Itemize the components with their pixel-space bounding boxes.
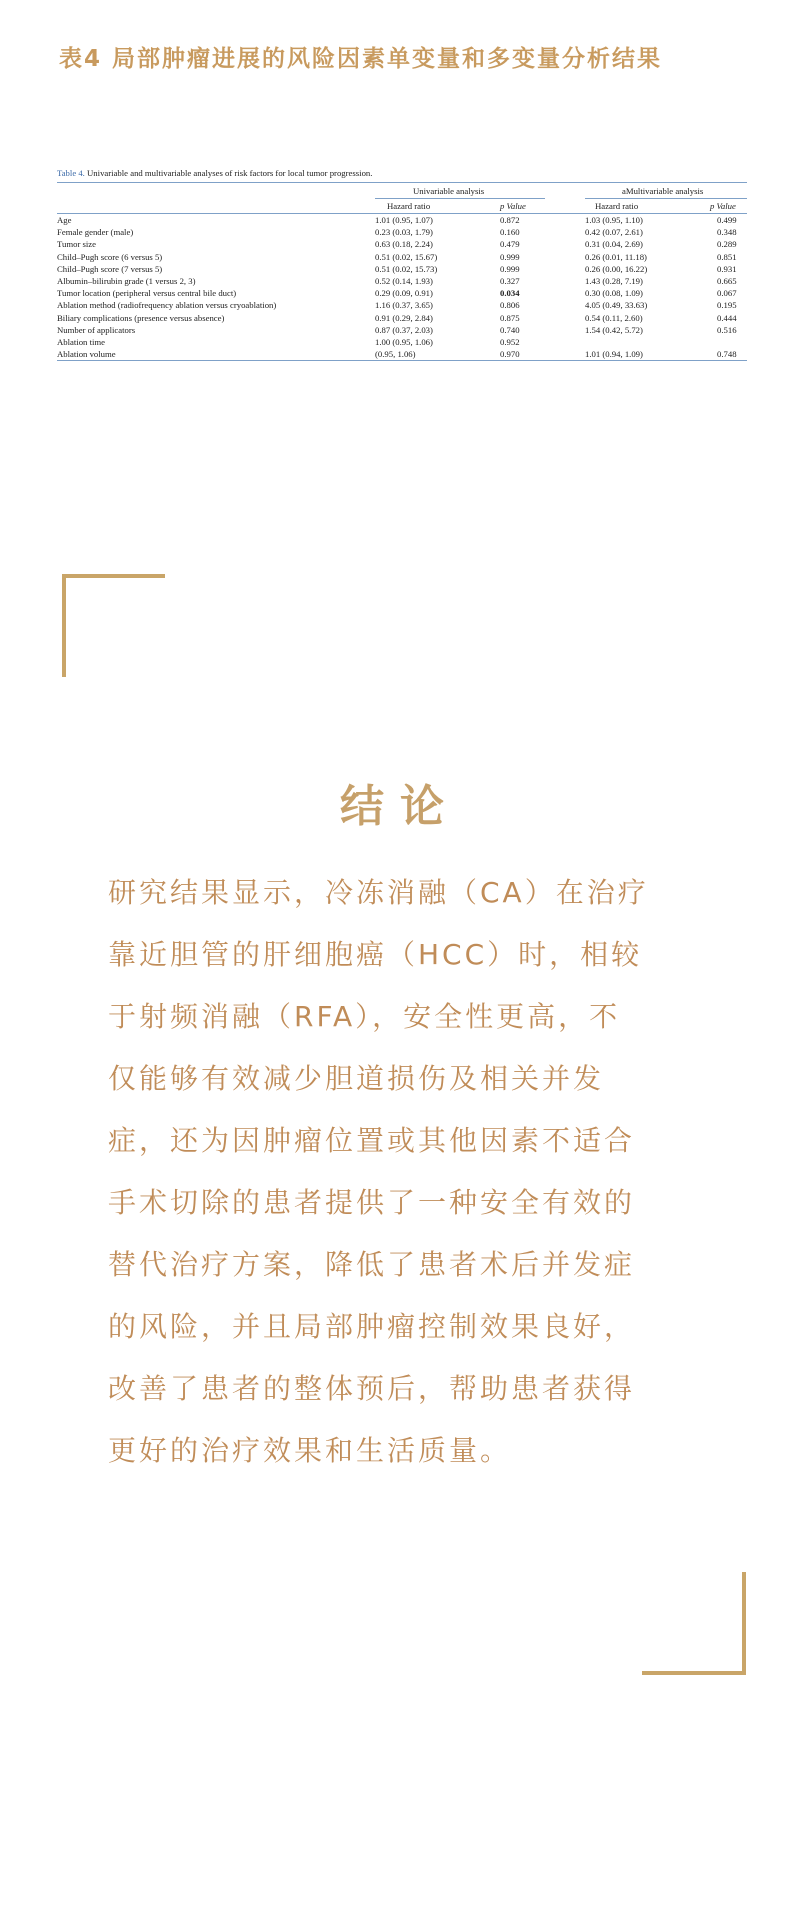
row-multivariable-p-value: 0.195 bbox=[717, 300, 737, 311]
row-univariable-p-value: 0.479 bbox=[500, 239, 520, 250]
row-univariable-p-value: 0.160 bbox=[500, 227, 520, 238]
row-multivariable-hazard-ratio: 1.03 (0.95, 1.10) bbox=[585, 215, 643, 225]
row-univariable-p-value: 0.872 bbox=[500, 215, 520, 225]
table-row bbox=[57, 324, 747, 336]
row-univariable-p-value: 0.970 bbox=[500, 349, 520, 360]
row-factor: Child–Pugh score (6 versus 5) bbox=[57, 251, 163, 262]
row-univariable-hazard-ratio: 0.91 (0.29, 2.84) bbox=[375, 312, 433, 323]
row-multivariable-p-value: 0.931 bbox=[717, 263, 737, 274]
table-row bbox=[57, 251, 747, 263]
row-univariable-p-value: 0.875 bbox=[500, 312, 520, 323]
table-bottom-rule bbox=[57, 360, 747, 361]
conclusion-body bbox=[108, 862, 698, 1482]
corner-bracket-top-left-vertical bbox=[62, 574, 66, 677]
conclusion-line: 的风险，并且局部肿瘤控制效果良好， bbox=[108, 1310, 636, 1343]
row-univariable-hazard-ratio: 0.87 (0.37, 2.03) bbox=[375, 324, 433, 335]
col-p-value-multi: p Value bbox=[710, 201, 736, 211]
row-multivariable-p-value: 0.516 bbox=[717, 324, 737, 335]
table-row bbox=[57, 214, 747, 226]
row-univariable-hazard-ratio: 0.29 (0.09, 0.91) bbox=[375, 288, 433, 299]
row-univariable-p-value: 0.740 bbox=[500, 324, 520, 335]
risk-factor-table bbox=[57, 168, 747, 361]
row-multivariable-hazard-ratio: 1.01 (0.94, 1.09) bbox=[585, 349, 643, 360]
row-factor: Child–Pugh score (7 versus 5) bbox=[57, 263, 163, 274]
table-caption bbox=[57, 168, 747, 178]
table-group-header bbox=[57, 183, 747, 199]
row-multivariable-p-value: 0.499 bbox=[717, 215, 737, 225]
row-multivariable-hazard-ratio: 1.54 (0.42, 5.72) bbox=[585, 324, 643, 335]
row-univariable-p-value: 0.999 bbox=[500, 251, 520, 262]
table-row bbox=[57, 299, 747, 311]
row-univariable-hazard-ratio: 1.16 (0.37, 3.65) bbox=[375, 300, 433, 311]
row-multivariable-hazard-ratio: 0.26 (0.00, 16.22) bbox=[585, 263, 648, 274]
conclusion-line: 替代治疗方案，降低了患者术后并发症 bbox=[108, 1248, 636, 1281]
row-factor: Tumor size bbox=[57, 239, 97, 250]
row-factor: Biliary complications (presence versus absence) bbox=[57, 312, 225, 323]
page-heading: 表4 局部肿瘤进展的风险因素单变量和多变量分析结果 bbox=[59, 46, 663, 72]
row-univariable-hazard-ratio: 0.63 (0.18, 2.24) bbox=[375, 239, 433, 250]
row-factor: Ablation volume bbox=[57, 349, 116, 360]
conclusion-line: 研究结果显示，冷冻消融（CA）在治疗 bbox=[108, 876, 649, 909]
conclusion-line: 仅能够有效减少胆道损伤及相关并发 bbox=[108, 1062, 605, 1095]
corner-bracket-bottom-right-horizontal bbox=[642, 1671, 746, 1675]
row-multivariable-hazard-ratio: 4.05 (0.49, 33.63) bbox=[585, 300, 648, 311]
row-multivariable-hazard-ratio: 1.43 (0.28, 7.19) bbox=[585, 275, 643, 286]
row-multivariable-p-value: 0.444 bbox=[717, 312, 737, 323]
row-multivariable-hazard-ratio: 0.26 (0.01, 11.18) bbox=[585, 251, 647, 262]
row-multivariable-hazard-ratio: 0.31 (0.04, 2.69) bbox=[585, 239, 643, 250]
row-univariable-p-value: 0.327 bbox=[500, 275, 520, 286]
row-univariable-p-value: 0.034 bbox=[500, 288, 520, 299]
table-caption-label: Table 4. bbox=[57, 168, 85, 178]
row-univariable-hazard-ratio: 1.01 (0.95, 1.07) bbox=[375, 215, 433, 225]
col-hazard-ratio: Hazard ratio bbox=[387, 201, 431, 211]
row-factor: Number of applicators bbox=[57, 324, 136, 335]
col-p-value: p Value bbox=[500, 201, 526, 211]
row-multivariable-hazard-ratio: 0.54 (0.11, 2.60) bbox=[585, 312, 643, 323]
table-caption-text: Univariable and multivariable analyses of risk factors for local tumor progression. bbox=[84, 168, 373, 178]
multivariable-group-label: aMultivariable analysis bbox=[622, 186, 704, 196]
row-univariable-p-value: 0.952 bbox=[500, 336, 520, 347]
col-hazard-ratio-multi: Hazard ratio bbox=[595, 201, 639, 211]
table-row bbox=[57, 336, 747, 348]
table-row bbox=[57, 348, 747, 360]
table-row bbox=[57, 226, 747, 238]
univariable-group-label: Univariable analysis bbox=[413, 186, 485, 196]
row-multivariable-p-value: 0.851 bbox=[717, 251, 737, 262]
row-multivariable-hazard-ratio: 0.42 (0.07, 2.61) bbox=[585, 227, 643, 238]
row-univariable-hazard-ratio: 0.23 (0.03, 1.79) bbox=[375, 227, 433, 238]
row-multivariable-p-value: 0.067 bbox=[717, 288, 737, 299]
row-univariable-hazard-ratio: 0.51 (0.02, 15.73) bbox=[375, 263, 438, 274]
row-univariable-hazard-ratio: 1.00 (0.95, 1.06) bbox=[375, 336, 433, 347]
conclusion-title: 结论 bbox=[340, 781, 460, 832]
row-factor: Albumin–bilirubin grade (1 versus 2, 3) bbox=[57, 275, 196, 286]
row-factor: Ablation method (radiofrequency ablation versus cryoablation) bbox=[57, 300, 277, 311]
row-multivariable-p-value: 0.748 bbox=[717, 349, 737, 360]
row-univariable-p-value: 0.806 bbox=[500, 300, 520, 311]
table-row bbox=[57, 287, 747, 299]
row-factor: Ablation time bbox=[57, 336, 106, 347]
conclusion-line: 改善了患者的整体预后，帮助患者获得 bbox=[108, 1372, 636, 1405]
corner-bracket-bottom-right-vertical bbox=[742, 1572, 746, 1675]
row-factor: Age bbox=[57, 215, 72, 225]
corner-bracket-top-left-horizontal bbox=[62, 574, 165, 578]
table-row bbox=[57, 275, 747, 287]
conclusion-line: 手术切除的患者提供了一种安全有效的 bbox=[108, 1186, 636, 1219]
row-multivariable-p-value: 0.348 bbox=[717, 227, 737, 238]
row-multivariable-p-value: 0.665 bbox=[717, 275, 737, 286]
table-row bbox=[57, 238, 747, 250]
conclusion-line: 更好的治疗效果和生活质量。 bbox=[108, 1434, 512, 1467]
row-univariable-hazard-ratio: 0.52 (0.14, 1.93) bbox=[375, 275, 433, 286]
table-column-header bbox=[57, 199, 747, 213]
row-multivariable-hazard-ratio: 0.30 (0.08, 1.09) bbox=[585, 288, 643, 299]
row-factor: Female gender (male) bbox=[57, 227, 134, 238]
conclusion-line: 靠近胆管的肝细胞癌（HCC）时，相较 bbox=[108, 938, 643, 971]
conclusion-line: 症，还为因肿瘤位置或其他因素不适合 bbox=[108, 1124, 636, 1157]
row-multivariable-p-value: 0.289 bbox=[717, 239, 737, 250]
table-row bbox=[57, 312, 747, 324]
row-univariable-hazard-ratio: 0.51 (0.02, 15.67) bbox=[375, 251, 438, 262]
table-body bbox=[57, 214, 747, 360]
row-factor: Tumor location (peripheral versus central bile duct) bbox=[57, 288, 237, 299]
table-row bbox=[57, 263, 747, 275]
row-univariable-hazard-ratio: (0.95, 1.06) bbox=[375, 349, 416, 360]
row-univariable-p-value: 0.999 bbox=[500, 263, 520, 274]
conclusion-line: 于射频消融（RFA），安全性更高，不 bbox=[108, 1000, 621, 1033]
